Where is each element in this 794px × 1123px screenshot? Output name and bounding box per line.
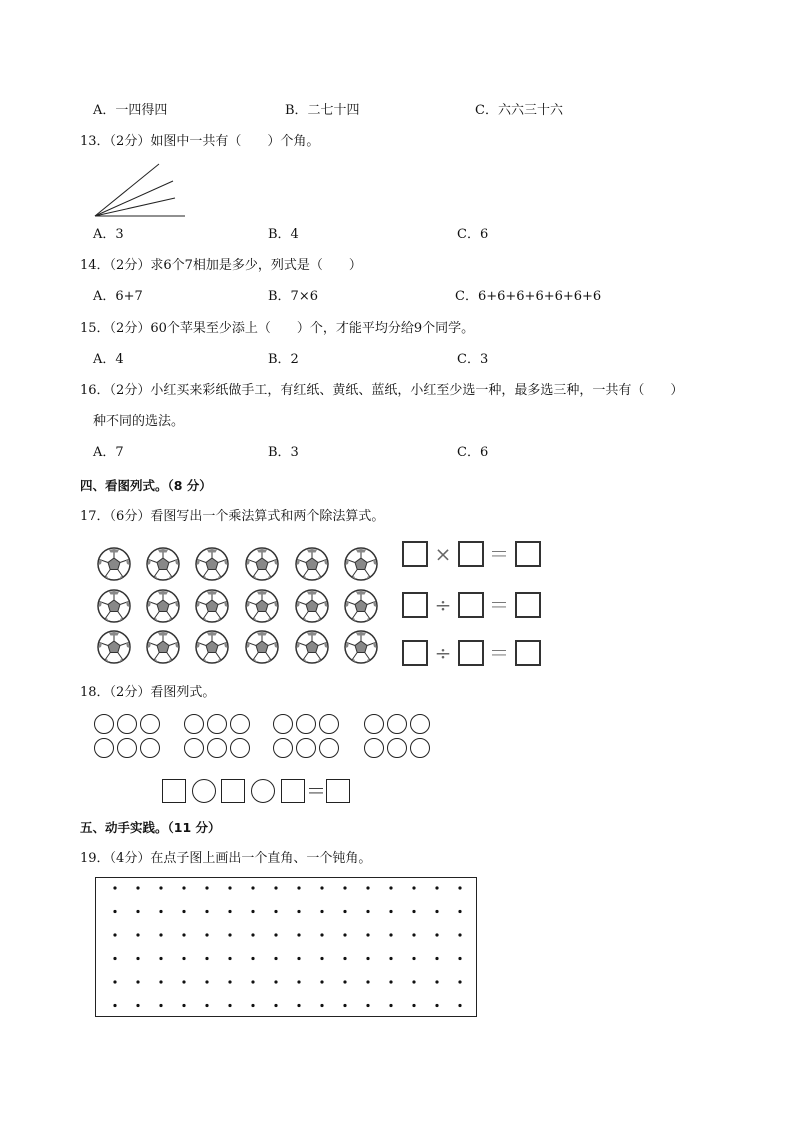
q17-stem: 17．（6分）看图写出一个乘法算式和两个除法算式。	[80, 509, 385, 524]
group-circle	[296, 714, 316, 734]
grid-dot	[251, 980, 254, 983]
soccer-ball-icon	[195, 630, 229, 664]
group-circle	[140, 714, 160, 734]
grid-dot	[159, 933, 162, 936]
answer-box[interactable]	[402, 592, 428, 618]
equals-sign: ＝	[489, 593, 509, 617]
grid-dot	[205, 980, 208, 983]
grid-dot	[228, 886, 231, 889]
q13-option-c: C．6	[457, 227, 489, 242]
q16-option-c: C．6	[457, 445, 489, 460]
grid-dot	[320, 910, 323, 913]
grid-dot	[458, 910, 461, 913]
section-4-title: 四、看图列式。（8 分）	[80, 478, 212, 493]
equals-sign: ＝	[489, 641, 509, 665]
q13-option-a: A．3	[93, 227, 124, 242]
grid-dot	[458, 1004, 461, 1007]
grid-dot	[412, 957, 415, 960]
soccer-ball-icon	[344, 547, 378, 581]
grid-dot	[343, 980, 346, 983]
section-5-title: 五、动手实践。（11 分）	[80, 820, 221, 835]
grid-dot	[458, 980, 461, 983]
q14-option-a: A．6+7	[93, 289, 143, 304]
grid-dot	[113, 980, 116, 983]
q15-option-b: B．2	[268, 352, 299, 367]
grid-dot	[228, 910, 231, 913]
dot-grid[interactable]	[95, 877, 477, 1017]
grid-dot	[366, 957, 369, 960]
answer-box[interactable]	[458, 640, 484, 666]
grid-dot	[458, 933, 461, 936]
grid-dot	[366, 933, 369, 936]
grid-dot	[251, 1004, 254, 1007]
grid-dot	[297, 910, 300, 913]
grid-dot	[389, 980, 392, 983]
grid-dot	[205, 933, 208, 936]
group-circle	[387, 738, 407, 758]
grid-dot	[113, 910, 116, 913]
q16-stem-line1: 16．（2分）小红买来彩纸做手工，有红纸、黄纸、蓝纸，小红至少选一种，最多选三种，一共有（ ）	[80, 383, 684, 398]
group-circle	[94, 738, 114, 758]
soccer-ball-icon	[344, 630, 378, 664]
q14-stem: 14．（2分）求6个7相加是多少，列式是（ ）	[80, 258, 362, 273]
grid-dot	[205, 910, 208, 913]
q12-option-b: B．二七十四	[285, 103, 360, 118]
grid-dot	[159, 1004, 162, 1007]
answer-box[interactable]	[326, 779, 350, 803]
grid-dot	[182, 933, 185, 936]
grid-dot	[458, 957, 461, 960]
angle-figure	[92, 160, 188, 220]
grid-dot	[228, 957, 231, 960]
grid-dot	[205, 886, 208, 889]
grid-dot	[297, 980, 300, 983]
group-circle	[184, 714, 204, 734]
grid-dot	[136, 886, 139, 889]
soccer-ball-icon	[97, 589, 131, 623]
grid-dot	[274, 933, 277, 936]
soccer-ball-icon	[146, 589, 180, 623]
q18-stem: 18．（2分）看图列式。	[80, 685, 216, 700]
group-circle	[94, 714, 114, 734]
grid-dot	[366, 1004, 369, 1007]
q16-option-a: A．7	[93, 445, 124, 460]
group-circle	[273, 738, 293, 758]
group-circle	[364, 714, 384, 734]
grid-dot	[297, 933, 300, 936]
soccer-ball-icon	[245, 547, 279, 581]
answer-box[interactable]	[515, 640, 541, 666]
grid-dot	[159, 886, 162, 889]
soccer-ball-icon	[344, 589, 378, 623]
group-circle	[184, 738, 204, 758]
operator-circle[interactable]	[192, 779, 216, 803]
grid-dot	[274, 957, 277, 960]
q19-stem: 19．（4分）在点子图上画出一个直角、一个钝角。	[80, 851, 372, 866]
grid-dot	[274, 886, 277, 889]
answer-box[interactable]	[515, 592, 541, 618]
group-circle	[117, 714, 137, 734]
grid-dot	[251, 933, 254, 936]
grid-dot	[251, 910, 254, 913]
grid-dot	[320, 980, 323, 983]
grid-dot	[458, 886, 461, 889]
grid-dot	[412, 1004, 415, 1007]
soccer-ball-icon	[195, 547, 229, 581]
grid-dot	[274, 980, 277, 983]
group-circle	[410, 714, 430, 734]
equals-sign: ＝	[306, 779, 326, 803]
grid-dot	[136, 910, 139, 913]
grid-dot	[343, 910, 346, 913]
grid-dot	[113, 957, 116, 960]
grid-dot	[113, 886, 116, 889]
q12-option-a: A．一四得四	[93, 103, 168, 118]
soccer-ball-icon	[245, 630, 279, 664]
q15-stem: 15．（2分）60个苹果至少添上（ ）个，才能平均分给9个同学。	[80, 321, 475, 336]
grid-dot	[182, 1004, 185, 1007]
grid-dot	[389, 957, 392, 960]
grid-dot	[389, 1004, 392, 1007]
answer-box[interactable]	[515, 541, 541, 567]
grid-dot	[182, 910, 185, 913]
grid-dot	[205, 957, 208, 960]
grid-dot	[205, 1004, 208, 1007]
grid-dot	[113, 933, 116, 936]
answer-box[interactable]	[458, 592, 484, 618]
q12-option-c: C．六六三十六	[475, 103, 563, 118]
answer-box[interactable]	[402, 541, 428, 567]
soccer-ball-icon	[146, 630, 180, 664]
grid-dot	[228, 980, 231, 983]
grid-dot	[136, 933, 139, 936]
group-circle	[230, 738, 250, 758]
grid-dot	[297, 1004, 300, 1007]
group-circle	[230, 714, 250, 734]
soccer-ball-icon	[146, 547, 180, 581]
grid-dot	[343, 933, 346, 936]
equals-sign: ＝	[489, 542, 509, 566]
soccer-ball-icon	[295, 630, 329, 664]
group-circle	[319, 738, 339, 758]
grid-dot	[159, 957, 162, 960]
q15-option-a: A．4	[93, 352, 124, 367]
grid-dot	[136, 980, 139, 983]
grid-dot	[251, 957, 254, 960]
grid-dot	[136, 1004, 139, 1007]
q13-option-b: B．4	[268, 227, 299, 242]
grid-dot	[274, 1004, 277, 1007]
divide-sign: ÷	[434, 593, 452, 617]
grid-dot	[159, 910, 162, 913]
q16-stem-line2: 种不同的选法。	[93, 414, 185, 429]
q15-option-c: C．3	[457, 352, 489, 367]
group-circle	[387, 714, 407, 734]
q13-stem: 13．（2分）如图中一共有（ ）个角。	[80, 134, 320, 149]
q14-option-c: C．6+6+6+6+6+6+6	[455, 289, 602, 304]
grid-dot	[136, 957, 139, 960]
grid-dot	[274, 910, 277, 913]
grid-dot	[297, 886, 300, 889]
group-circle	[364, 738, 384, 758]
group-circle	[117, 738, 137, 758]
operator-circle[interactable]	[251, 779, 275, 803]
grid-dot	[182, 957, 185, 960]
grid-dot	[389, 886, 392, 889]
group-circle	[273, 714, 293, 734]
multiply-sign: ×	[434, 542, 452, 566]
grid-dot	[320, 933, 323, 936]
grid-dot	[366, 886, 369, 889]
grid-dot	[435, 957, 438, 960]
group-circle	[319, 714, 339, 734]
q16-option-b: B．3	[268, 445, 299, 460]
grid-dot	[412, 886, 415, 889]
soccer-ball-icon	[295, 547, 329, 581]
grid-dot	[435, 1004, 438, 1007]
grid-dot	[320, 1004, 323, 1007]
grid-dot	[251, 886, 254, 889]
grid-dot	[412, 933, 415, 936]
grid-dot	[297, 957, 300, 960]
grid-dot	[435, 910, 438, 913]
group-circle	[140, 738, 160, 758]
grid-dot	[366, 910, 369, 913]
grid-dot	[412, 910, 415, 913]
grid-dot	[182, 886, 185, 889]
divide-sign: ÷	[434, 641, 452, 665]
grid-dot	[159, 980, 162, 983]
group-circle	[207, 738, 227, 758]
soccer-ball-icon	[97, 547, 131, 581]
grid-dot	[113, 1004, 116, 1007]
answer-box[interactable]	[281, 779, 305, 803]
grid-dot	[435, 886, 438, 889]
grid-dot	[228, 1004, 231, 1007]
grid-dot	[389, 910, 392, 913]
grid-dot	[182, 980, 185, 983]
grid-dot	[320, 886, 323, 889]
grid-dot	[435, 933, 438, 936]
group-circle	[207, 714, 227, 734]
grid-dot	[228, 933, 231, 936]
grid-dot	[320, 957, 323, 960]
grid-dot	[343, 957, 346, 960]
soccer-ball-icon	[245, 589, 279, 623]
grid-dot	[343, 1004, 346, 1007]
soccer-ball-icon	[195, 589, 229, 623]
answer-box[interactable]	[221, 779, 245, 803]
answer-box[interactable]	[458, 541, 484, 567]
grid-dot	[366, 980, 369, 983]
answer-box[interactable]	[162, 779, 186, 803]
group-circle	[296, 738, 316, 758]
grid-dot	[435, 980, 438, 983]
group-circle	[410, 738, 430, 758]
soccer-ball-icon	[97, 630, 131, 664]
q14-option-b: B．7×6	[268, 289, 318, 304]
grid-dot	[343, 886, 346, 889]
grid-dot	[389, 933, 392, 936]
soccer-ball-icon	[295, 589, 329, 623]
grid-dot	[412, 980, 415, 983]
answer-box[interactable]	[402, 640, 428, 666]
